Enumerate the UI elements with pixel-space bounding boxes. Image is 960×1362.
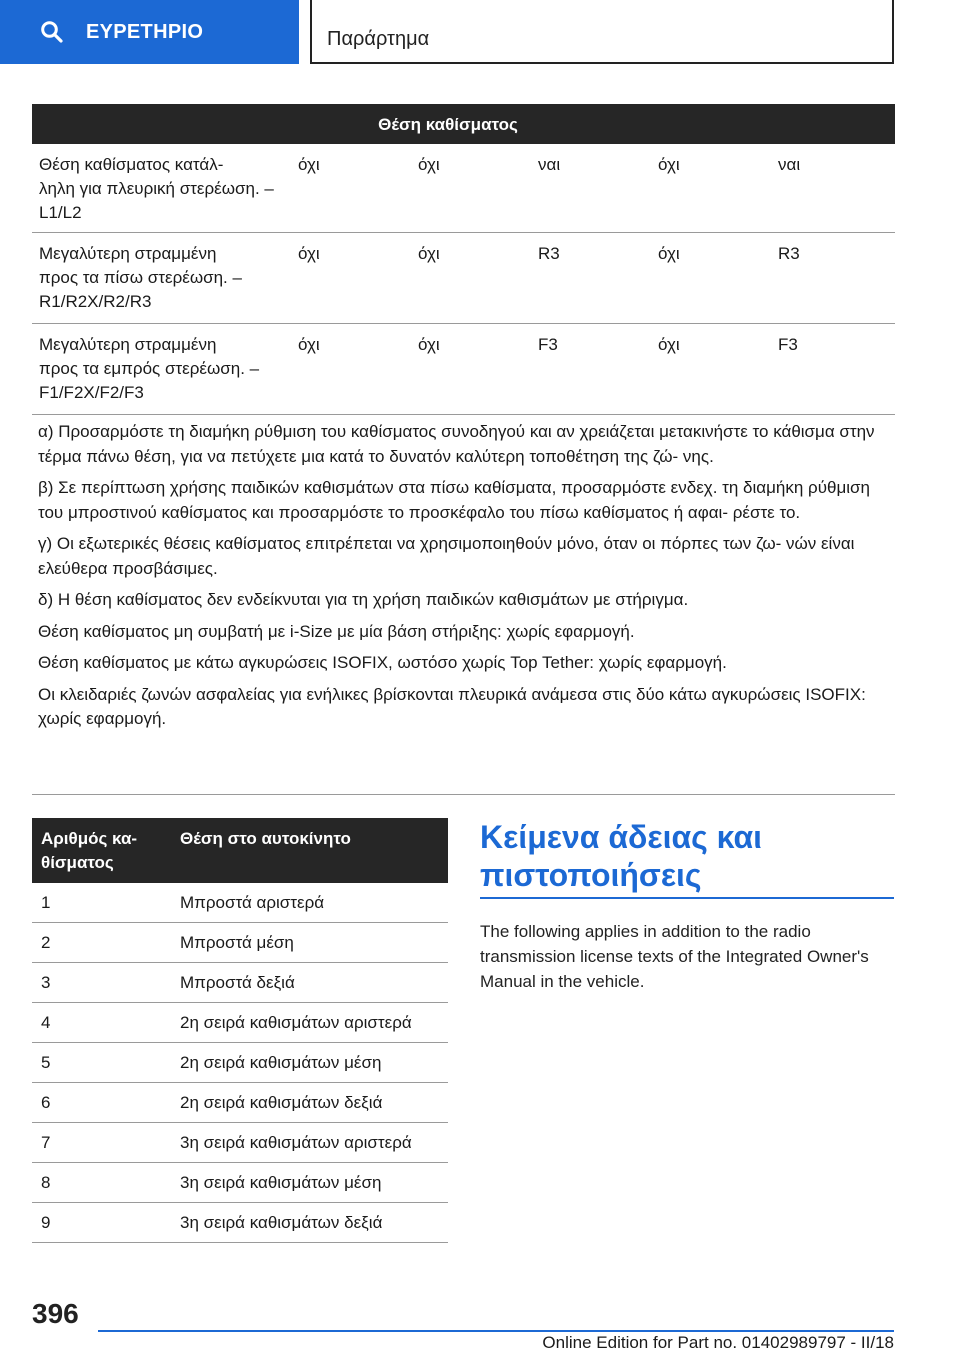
seat-position: 2η σειρά καθισμάτων δεξιά: [180, 1093, 383, 1112]
note: Θέση καθίσματος με κάτω αγκυρώσεις ISOFIX, ωστόσο χωρίς Top Tether: χωρίς εφαρμογή.: [38, 653, 727, 672]
table-row: [32, 1163, 448, 1203]
table-cell: όχι: [658, 244, 680, 263]
section-header: [310, 0, 894, 64]
note: Οι κλειδαριές ζωνών ασφαλείας για ενήλικες βρίσκονται πλευρικά ανάμεσα στις δύο κάτω αγκυρώσεις ISOFIX: χωρίς εφαρμογή.: [38, 684, 866, 728]
table-row: [32, 1003, 448, 1043]
seat-position: 2η σειρά καθισμάτων αριστερά: [180, 1013, 412, 1032]
section-title-underline: [480, 897, 894, 899]
seat-position-table: [32, 818, 448, 1243]
section-title: Παράρτημα: [327, 28, 430, 50]
row-label: Μεγαλύτερη στραμμένη προς τα εμπρός στερέωση. – F1/F2X/F2/F3: [39, 335, 260, 402]
seat-suitability-table: [32, 104, 895, 415]
divider: [32, 794, 895, 795]
table-cell: R3: [778, 244, 800, 263]
table-row: [32, 1203, 448, 1243]
license-section-title: Κείμενα άδειας και πιστοποιήσεις: [480, 819, 763, 893]
seat-number: 7: [41, 1133, 51, 1152]
table-cell: F3: [778, 335, 798, 354]
column-header-position: Θέση στο αυτοκίνητο: [180, 829, 351, 848]
seat-number: 1: [41, 893, 51, 912]
seat-table-header-label: Θέση καθίσματος: [378, 115, 518, 134]
seat-position: Μπροστά δεξιά: [180, 973, 295, 992]
table-row: [32, 1083, 448, 1123]
footer-rule: [98, 1330, 894, 1332]
table-row: [32, 233, 895, 324]
table-row: [32, 324, 895, 415]
note: β) Σε περίπτωση χρήσης παιδικών καθισμάτων στα πίσω καθίσματα, προσαρμόστε ενδεχ. τη διαμήκη ρύθμιση του μπροστινού καθίσματος και προσαρμόστε το προσκέφαλο του πίσω καθίσματος ή αφαι‐ ρέστε το.: [38, 478, 870, 522]
table-row: [32, 963, 448, 1003]
seat-table-header: [32, 104, 895, 144]
table-row: [32, 1123, 448, 1163]
table-row: [32, 923, 448, 963]
table-cell: όχι: [298, 244, 320, 263]
seat-number: 9: [41, 1213, 51, 1232]
table-cell: ναι: [778, 155, 801, 174]
license-section-body: The following applies in addition to the radio transmission license texts of the Integrated Owner's Manual in the vehicle.: [480, 922, 869, 991]
table-cell: F3: [538, 335, 558, 354]
table-cell: ναι: [538, 155, 561, 174]
footnotes: [38, 420, 890, 739]
table-cell: όχι: [658, 335, 680, 354]
table-cell: όχι: [298, 335, 320, 354]
table-cell: R3: [538, 244, 560, 263]
column-header-number: Αριθμός κα‐ θίσματος: [41, 829, 138, 872]
note: δ) Η θέση καθίσματος δεν ενδείκνυται για τη χρήση παιδικών καθισμάτων με στήριγμα.: [38, 590, 689, 609]
table-row: [32, 144, 895, 233]
seat-position: 3η σειρά καθισμάτων δεξιά: [180, 1213, 383, 1232]
seat-position: 3η σειρά καθισμάτων αριστερά: [180, 1133, 412, 1152]
seat-number: 2: [41, 933, 51, 952]
seat-position: 2η σειρά καθισμάτων μέση: [180, 1053, 382, 1072]
table-cell: όχι: [418, 335, 440, 354]
index-button-label: ΕΥΡΕΤΗΡΙΟ: [86, 20, 204, 43]
seat-position: Μπροστά μέση: [180, 933, 294, 952]
seat-position: 3η σειρά καθισμάτων μέση: [180, 1173, 382, 1192]
table-cell: όχι: [298, 155, 320, 174]
footer-edition: Online Edition for Part no. 01402989797 - II/18: [542, 1333, 894, 1352]
table-cell: όχι: [418, 155, 440, 174]
search-icon: [40, 20, 64, 44]
table-row: [32, 883, 448, 923]
table-row: [32, 1043, 448, 1083]
note: α) Προσαρμόστε τη διαμήκη ρύθμιση του καθίσματος συνοδηγού και αν χρειάζεται μετακινήστε το κάθισμα στην τέρμα πάνω θέση, για να πετύχετε μια κατά το δυνατόν καλύτερη τοποθέτηση της ζώ‐ νης.: [38, 422, 875, 466]
position-table-header: [32, 818, 448, 883]
note: Θέση καθίσματος μη συμβατή με i-Size με μία βάση στήριξης: χωρίς εφαρμογή.: [38, 621, 635, 641]
seat-number: 6: [41, 1093, 51, 1112]
seat-number: 8: [41, 1173, 51, 1192]
page-number: 396: [32, 1298, 79, 1329]
row-label: Μεγαλύτερη στραμμένη προς τα πίσω στερέωση. – R1/R2X/R2/R3: [39, 244, 242, 311]
seat-number: 3: [41, 973, 51, 992]
seat-number: 4: [41, 1013, 51, 1032]
seat-position: Μπροστά αριστερά: [180, 893, 325, 912]
row-label: Θέση καθίσματος κατάλ- ληλη για πλευρική στερέωση. – L1/L2: [39, 155, 274, 222]
table-cell: όχι: [658, 155, 680, 174]
seat-number: 5: [41, 1053, 51, 1072]
table-cell: όχι: [418, 244, 440, 263]
index-button[interactable]: [0, 0, 299, 64]
note: γ) Οι εξωτερικές θέσεις καθίσματος επιτρέπεται να χρησιμοποιηθούν μόνο, όταν οι πόρπες των ζω‐ νών είναι ελεύθερα προσβάσιμες.: [38, 534, 855, 578]
